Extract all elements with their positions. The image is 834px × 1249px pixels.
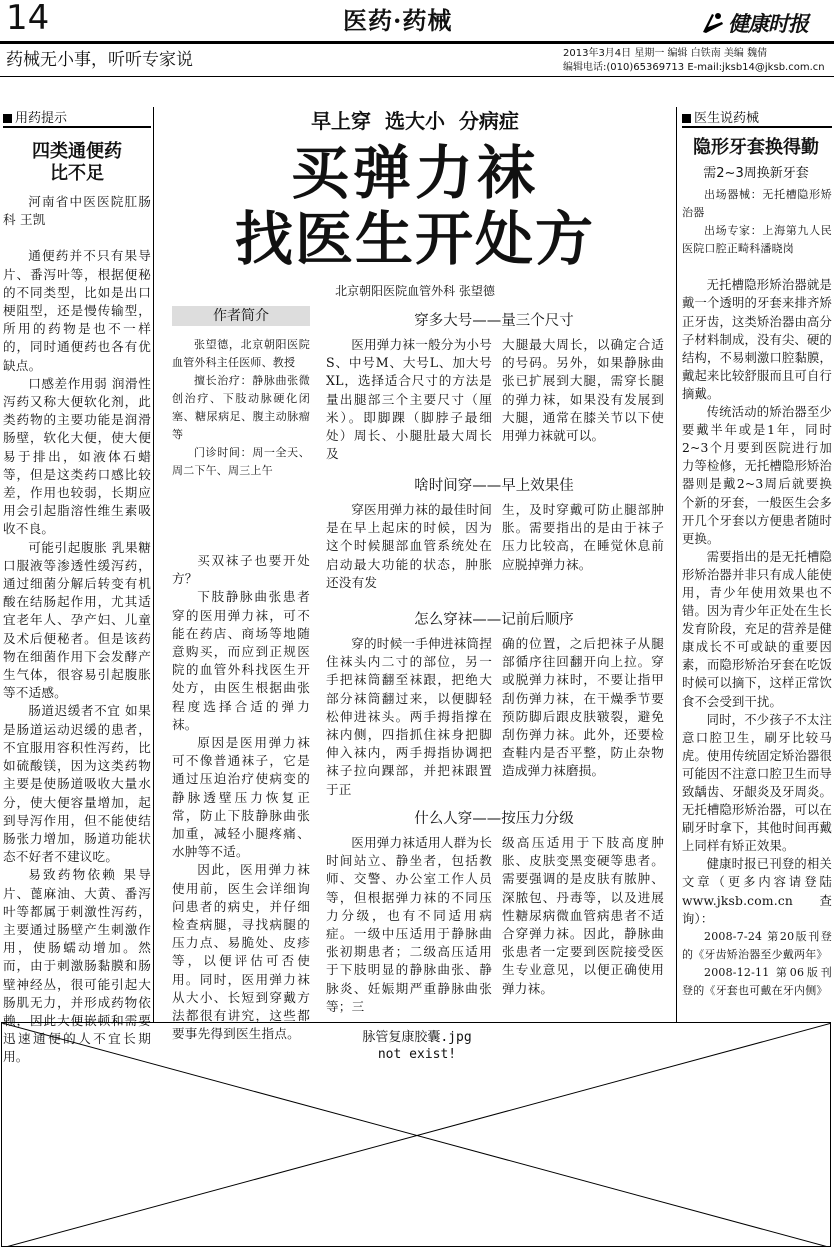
main-paragraph: 买双袜子也要开处方？ (172, 553, 310, 587)
right-paragraph: 健康时报已刊登的相关文章（更多内容请登陆www.jksb.com.cn查询）： (682, 857, 832, 926)
left-paragraph: 口感差作用弱 润滑性泻药又称大便软化剂，此类药物的主要功能是润滑肠壁，软化大便，使大便易于排出，如液体石蜡等，但是这类药口感比较差，作用也较弱，长期应用会引起脂溶性维生素吸收不良。 (3, 375, 151, 537)
right-venue-expert: 出场专家：上海第九人民医院口腔正畸科潘晓岗 (682, 224, 832, 256)
tagline: 药械无小事，听听专家说 (6, 50, 193, 70)
column-rule-right (676, 107, 677, 1022)
newspaper-logo (700, 8, 828, 38)
left-title-line-1: 四类通便药 (32, 141, 122, 162)
main-headline (160, 140, 670, 272)
ad-image-placeholder (1, 1022, 831, 1247)
main-byline: 北京朝阳医院血管外科 张望德 (335, 284, 495, 298)
left-byline: 河南省中医医院肛肠科 王凯 (3, 194, 151, 228)
square-bullet-icon (3, 114, 12, 123)
header-rule-bottom (0, 76, 834, 77)
contact-line: 编辑电话:(010)65369713 E-mail:jksb14@jksb.com.cn (563, 62, 825, 73)
author-box-title: 作者简介 (172, 306, 310, 326)
right-section-label: 医生说药械 (682, 107, 759, 126)
section-title: 医药·药械 (343, 6, 453, 35)
left-paragraph: 可能引起腹胀 乳果糖口服液等渗透性缓泻药，通过细菌分解后转变有机酸在结肠起作用，尤其适宜老年人、孕产妇、儿童及术后便秘者。但是该药物在细菌作用下会发酵产生气体，很容易引起腹胀等不适感。 (3, 539, 151, 701)
header-rule-top (0, 41, 834, 44)
date-line: 2013年3月4日 星期一 编辑 白铁南 美编 魏倩 (563, 48, 768, 59)
left-article-body (3, 193, 151, 1067)
right-paragraph: 无托槽隐形矫治器就是戴一个透明的牙套来排齐矫正牙齿，这类矫治器由高分子材料制成，没有尖、硬的结构，不易刺激口腔黏膜，戴起来比较舒服而且可自行摘戴。 (682, 278, 832, 401)
right-article-title: 隐形牙套换得勤 (693, 137, 819, 158)
subheading-size: 穿多大号——量三个尺寸 (414, 313, 574, 329)
right-label-rule (682, 126, 832, 128)
headline-line-1: 买弹力袜 (290, 139, 539, 207)
left-label-rule (3, 126, 151, 128)
missing-image-message: not exist! (377, 1047, 457, 1062)
author-box (172, 306, 310, 480)
right-article-body (682, 186, 832, 1000)
main-paragraph: 下肢静脉曲张患者穿的医用弹力袜，可不能在药店、商场等地随意购买，而应到正规医院的血管外科找医生开处方，由医生根据曲张程度选择合适的弹力袜。 (172, 589, 310, 732)
left-article-title (3, 141, 151, 185)
section-who-left: 医用弹力袜适用人群为长时间站立、静坐者，包括教师、交警、办公室工作人员等，但根据弹力袜的不同压力分级，也有不同适用病症。一级中压适用于静脉曲张初期患者；二级高压适用于下肢明显的静脉曲张、静脉炎、妊娠期严重静脉曲张等；三 (326, 835, 492, 1014)
main-paragraph: 因此，医用弹力袜使用前，医生会详细询问患者的病史，并仔细检查病腿，寻找病腿的压力点、易脆处、皮疹等，以便评估可否使用。同时，医用弹力袜从大小、长短到穿戴方法都很有讲究，这些都要事先得到医生指点。 (172, 862, 310, 1042)
left-paragraph: 易致药物依赖 果导片、蓖麻油、大黄、番泻叶等都属于刺激性泻药，主要通过肠壁产生刺激作用，使肠蠕动增加。然而，由于刺激肠黏膜和肠壁神经丛，很可能引起大肠肌无力，并形成药物依赖，因此大便嵌顿和需要迅速通便的人不宜长期用。 (3, 867, 151, 1065)
left-section-label: 用药提示 (3, 107, 67, 126)
square-bullet-icon (682, 114, 691, 123)
right-reference: 2008-12-11 第06版刊登的《牙套也可戴在牙内侧》 (682, 965, 832, 998)
page-number: 14 (6, 0, 50, 38)
headline-line-2: 找医生开处方 (234, 205, 595, 273)
section-time-left: 穿医用弹力袜的最佳时间是在早上起床的时候，因为这个时候腿部血管系统处在启动最大功能的状态，肿胀还没有发 (326, 502, 492, 590)
subheading-time: 啥时间穿——早上效果佳 (414, 478, 574, 494)
section-size-right: 大腿最大周长，以确定合适的号码。另外，如果静脉曲张已扩展到大腿，需穿长腿的弹力袜，如果没有发展到大腿，通常在膝关节以下使用弹力袜就可以。 (502, 337, 664, 444)
author-intro: 张望德，北京朝阳医院血管外科主任医师、教授 (172, 338, 310, 369)
logo-text: 健康时报 (728, 11, 808, 36)
subheading-who: 什么人穿——按压力分级 (414, 811, 574, 827)
right-paragraph: 需要指出的是无托槽隐形矫治器并非只有成人能使用，青少年使用效果也不错。因为青少年正处在生长发育阶段，充足的营养是健康成长不可或缺的重要因素，而隐形矫治牙套在吃饭时候可以摘下，这样正常饮食不会受到干扰。 (682, 549, 832, 709)
right-paragraph: 传统活动的矫治器至少要戴半年或是1年，同时2~3个月要到医院进行加力等检修，无托槽隐形矫治器则是戴2~3周后就要换个新的牙套，一般医生会多开几个牙套以方便患者随时更换。 (682, 405, 832, 546)
missing-image-filename: 脉管复康胶囊.jpg (362, 1030, 472, 1045)
section-howto-left: 穿的时候一手伸进袜筒捏住袜头内二寸的部位，另一手把袜筒翻至袜跟，把绝大部分袜筒翻过来，以便脚轻松伸进袜头。两手拇指撑在袜内侧，四指抓住袜身把脚伸入袜内，两手拇指协调把袜子拉向踝部，并把袜跟置于正 (326, 636, 492, 797)
right-reference: 2008-7-24 第20版刊登的《牙齿矫治器至少戴两年》 (682, 929, 832, 961)
left-paragraph: 通便药并不只有果导片、番泻叶等，根据便秘的不同类型，比如是出口梗阻型，还是慢传输型，所用的药物是也不一样的，同时通便药也各有优缺点。 (3, 248, 151, 373)
author-box-body (172, 336, 310, 480)
right-paragraph: 同时，不少孩子不太注意口腔卫生，刷牙比较马虎。使用传统固定矫治器很可能因不注意口腔卫生而导致龋齿、牙龈炎及牙周炎。无托槽隐形矫治器，可以在刷牙时拿下，其他时间再戴上同样有矫正效果。 (682, 712, 832, 854)
left-title-line-2: 比不足 (50, 163, 104, 184)
main-paragraph: 原因是医用弹力袜可不像普通袜子，它是通过压迫治疗使病变的静脉透壁压力恢复正常，防止下肢静脉曲张加重，减轻小腿疼痛、水肿等不适。 (172, 735, 310, 860)
author-specialty: 擅长治疗：静脉曲张微创治疗、下肢动脉硬化闭塞、糖尿病足、腹主动脉瘤等 (172, 374, 310, 441)
section-time-right: 生，及时穿戴可防止腿部肿胀。需要指出的是由于袜子压力比较高，在睡觉休息前应脱掉弹力袜。 (502, 502, 664, 572)
left-paragraph: 肠道迟缓者不宜 如果是肠道运动迟缓的患者，不宜服用容积性泻药，比如硫酸镁，因为这类药物主要是使肠道吸收大量水分，使大便容量增加，起到导泻作用，但不能使结肠张力增加，肠道功能状态不好者不建议吃。 (3, 703, 151, 865)
main-kicker: 早上穿 选大小 分病症 (311, 109, 519, 133)
section-who-right: 级高压适用于下肢高度肿胀、皮肤变黑变硬等患者。需要强调的是皮肤有脓肿、深脓包、丹毒等，以及进展性糖尿病微血管病患者不适合穿弹力袜。因此，静脉曲张患者一定要到医院接受医生专业意见，以便正确使用弹力袜。 (502, 835, 664, 996)
subheading-howto: 怎么穿袜——记前后顺序 (414, 612, 574, 628)
section-size-left: 医用弹力袜一般分为小号S、中号M、大号L、加大号XL，选择适合尺寸的方法是量出腿部三个主要尺寸（厘米）。即脚踝（脚脖子最细处）周长、小腿肚最大周长及 (326, 337, 492, 462)
right-venue-device: 出场器械：无托槽隐形矫治器 (682, 188, 832, 220)
logo-emblem-icon (700, 10, 726, 36)
section-howto-right: 确的位置，之后把袜子从腿部循序往回翻开向上拉。穿或脱弹力袜时，不要让指甲刮伤弹力袜，在干燥季节要预防脚后跟皮肤皲裂，避免刮伤弹力袜。此外，还要检查鞋内是否平整，防止杂物造成弹力袜磨损。 (502, 636, 664, 779)
column-rule-left (153, 107, 154, 1022)
main-col1-body (172, 552, 310, 1043)
author-clinic-hours: 门诊时间：周一全天、周二下午、周三上午 (172, 446, 310, 477)
right-article-subtitle: 需2~3周换新牙套 (703, 166, 809, 181)
